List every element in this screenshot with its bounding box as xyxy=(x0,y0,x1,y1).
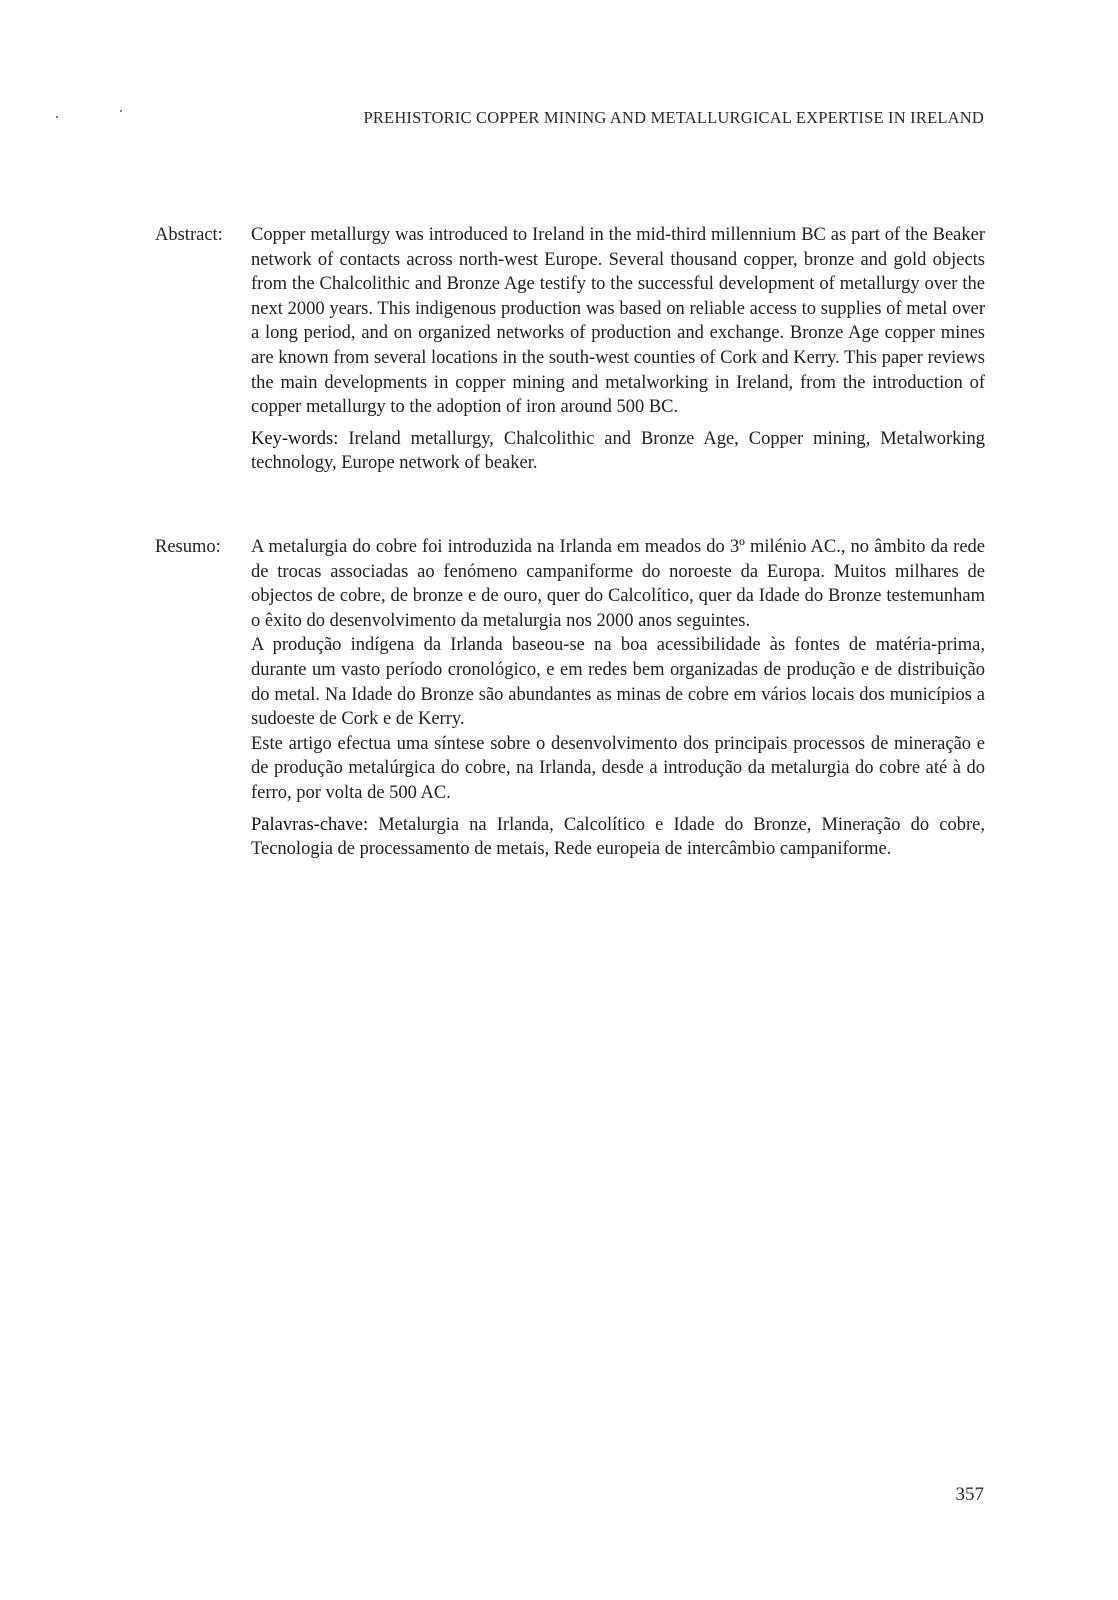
running-title: PREHISTORIC COPPER MINING AND METALLURGICAL EXPERTISE IN IRELAND xyxy=(363,108,984,127)
scan-speck xyxy=(120,110,122,112)
abstract-label: Abstract: xyxy=(155,225,223,245)
resumo-label: Resumo: xyxy=(155,537,221,557)
resumo-paragraph-2: A produção indígena da Irlanda baseou-se na boa acessibilidade às fontes de matéria-prima, durante um vasto período cronológico, e em redes bem organizadas de produção e de distribuição do metal. Na Idade do Bronze são abundantes as minas de cobre em vários locais dos municípios a sudoeste de Cork e de Kerry. xyxy=(251,635,985,730)
resumo-paragraph-3: Este artigo efectua uma síntese sobre o desenvolvimento dos principais processos de mineração e de produção metalúrgica do cobre, na Irlanda, desde a introdução da metalurgia do cobre até à do ferro, por volta de 500 AC. xyxy=(251,733,985,803)
abstract-section xyxy=(155,223,985,476)
abstract-body xyxy=(251,223,985,476)
scan-speck xyxy=(56,116,58,118)
keywords-text: Ireland metallurgy, Chalcolithic and Bronze Age, Copper mining, Metalworking technology, Europe network of beaker. xyxy=(251,428,986,474)
palavras-chave-text: Metalurgia na Irlanda, Calcolítico e Idade do Bronze, Mineração do cobre, Tecnologia de processamento de metais, Rede europeia de intercâmbio campaniforme. xyxy=(251,814,986,860)
abstract-text: Copper metallurgy was introduced to Ireland in the mid-third millennium BC as part of the Beaker network of contacts across north-west Europe. Several thousand copper, bronze and gold objects from the Chalcolithic and Bronze Age testify to the successful development of metallurgy over the next 2000 years. This indigenous production was based on reliable access to supplies of metal over a long period, and on organized networks of production and exchange. Bronze Age copper mines are known from several locations in the south-west counties of Cork and Kerry. This paper reviews the main developments in copper mining and metalworking in Ireland, from the introduction of copper metallurgy to the adoption of iron around 500 BC. xyxy=(251,225,985,418)
resumo-section xyxy=(155,535,985,862)
keywords-label: Key-words: xyxy=(251,428,339,449)
abstract-keywords xyxy=(251,427,985,476)
resumo-body xyxy=(251,535,985,862)
page-number: 357 xyxy=(955,1484,984,1505)
resumo-keywords xyxy=(251,813,985,862)
resumo-paragraph-1: A metalurgia do cobre foi introduzida na Irlanda em meados do 3º milénio AC., no âmbito da rede de trocas associadas ao fenómeno campaniforme do noroeste da Europa. Muitos milhares de objectos de cobre, de bronze e de ouro, quer do Calcolítico, quer da Idade do Bronze testemunham o êxito do desenvolvimento da metalurgia nos 2000 anos seguintes. xyxy=(251,537,985,631)
palavras-chave-label: Palavras-chave: xyxy=(251,814,369,835)
